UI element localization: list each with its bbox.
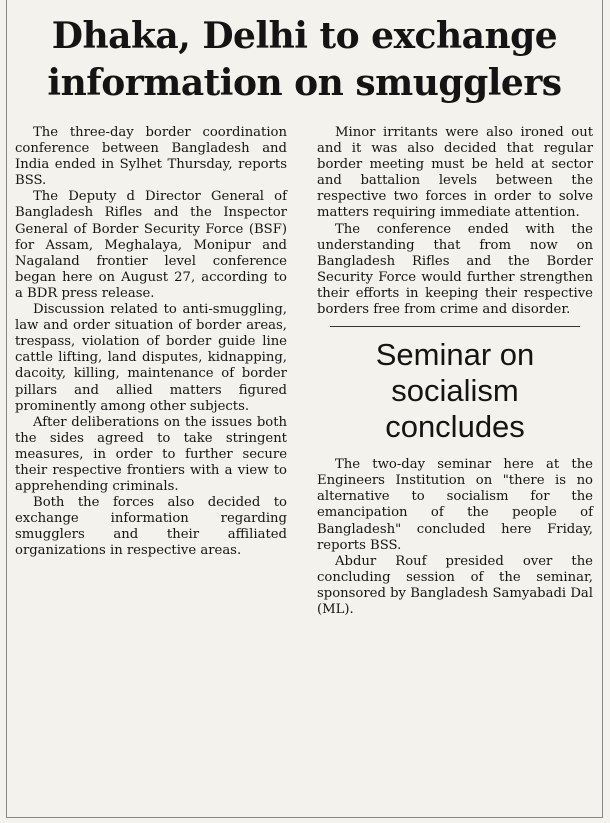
article-paragraph: Both the forces also decided to exchange information regarding smugglers and their affiliated organizations in respective areas.: [15, 495, 287, 559]
article-paragraph: The three-day border coordination conference between Bangladesh and India ended in Sylhet Thursday, reports BSS.: [15, 125, 287, 189]
seminar-headline-line-3: concludes: [385, 409, 525, 445]
article-paragraph: The Deputy d Director General of Bangladesh Rifles and the Inspector General of Border Security Force (BSF) for Assam, Meghalaya, Monipur and Nagaland frontier level conference began here on August 27, according to a BDR press release.: [15, 189, 287, 301]
article-columns: [15, 125, 595, 810]
article-paragraph: After deliberations on the issues both the sides agreed to take stringent measures, in order to further secure their respective frontiers with a view to apprehending criminals.: [15, 414, 287, 495]
seminar-paragraph: The two-day seminar here at the Engineers Institution on "there is no alternative to socialism for the emancipation of the people of Bangladesh" concluded here Friday, reports BSS.: [317, 457, 593, 553]
article-headline-line-1: Dhaka, Delhi to exchange: [51, 15, 558, 57]
article-headline: [7, 0, 602, 107]
article-paragraph: Discussion related to anti-smuggling, law and order situation of border areas, trespass, violation of border guide line cattle lifting, land disputes, kidnapping, dacoity, killing, maintenance of border pillars and allied matters figured prominently among other subjects.: [15, 302, 287, 414]
seminar-headline-line-1: Seminar on: [375, 337, 535, 373]
right-column: [317, 125, 593, 618]
seminar-headline: [317, 337, 593, 445]
article-paragraph: Minor irritants were also ironed out and it was also decided that regular border meeting must be held at sector and battalion levels between the respective two forces in order to solve matters requiring immediate attention.: [317, 125, 593, 221]
article-paragraph: The conference ended with the understanding that from now on Bangladesh Rifles and the Border Security Force would further strengthen their efforts in keeping their respective borders free from crime and disorder.: [317, 221, 593, 318]
article-headline-line-2: information on smugglers: [47, 62, 562, 104]
seminar-headline-line-2: socialism: [391, 373, 519, 409]
article-divider: [330, 326, 580, 327]
seminar-paragraph: Abdur Rouf presided over the concluding session of the seminar, sponsored by Bangladesh Samyabadi Dal (ML).: [317, 553, 593, 617]
left-column: [15, 125, 287, 560]
newspaper-clipping: [6, 0, 603, 818]
